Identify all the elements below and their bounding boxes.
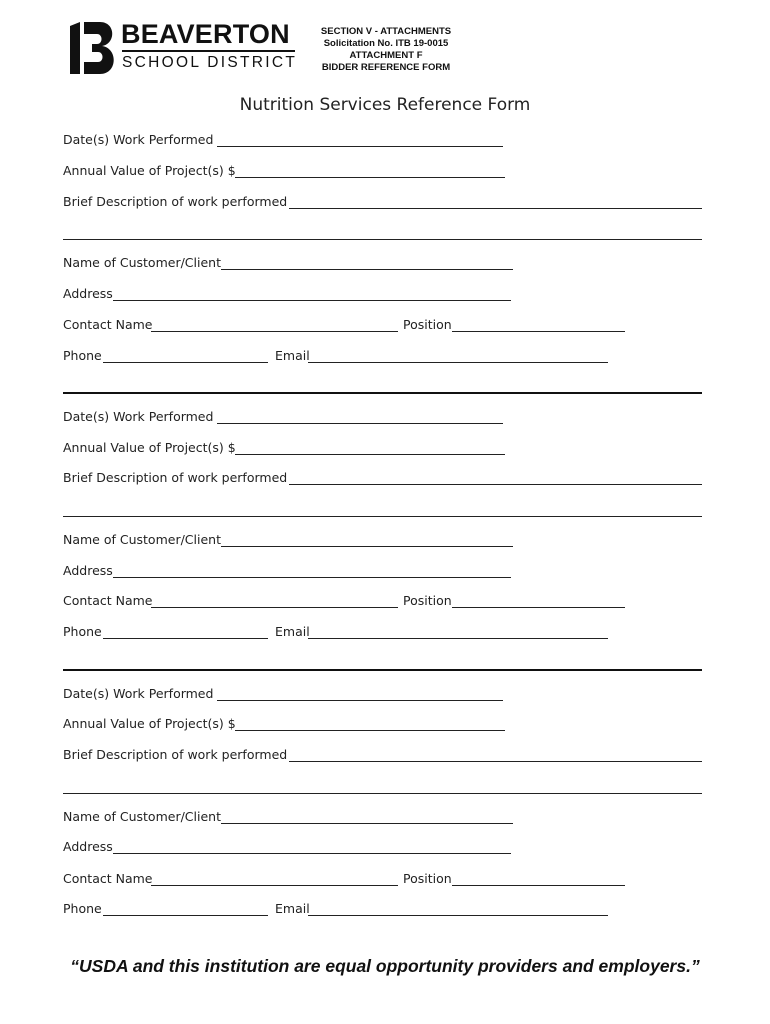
dates-row	[63, 686, 513, 704]
brief-field[interactable]	[289, 484, 702, 485]
header-info	[306, 26, 466, 74]
annual-label: Annual Value of Project(s) $	[63, 716, 236, 731]
brief-field[interactable]	[289, 208, 702, 209]
position-label: Position	[403, 593, 452, 608]
customer-row	[63, 809, 523, 827]
dates-row	[63, 132, 513, 150]
address-row	[63, 563, 523, 581]
address-field[interactable]	[113, 577, 511, 578]
dates-label: Date(s) Work Performed	[63, 686, 214, 701]
phone-row	[63, 348, 623, 366]
brief-label: Brief Description of work performed	[63, 194, 288, 209]
customer-row	[63, 532, 523, 550]
contact-label: Contact Name	[63, 871, 153, 886]
brief-field-continued[interactable]	[63, 516, 702, 517]
email-field[interactable]	[308, 638, 608, 639]
email-label: Email	[275, 348, 310, 363]
customer-label: Name of Customer/Client	[63, 532, 221, 547]
beaverton-logo	[70, 19, 300, 74]
annual-field[interactable]	[235, 454, 505, 455]
solicitation-label: Solicitation No. ITB 19-0015	[323, 38, 449, 49]
phone-row	[63, 624, 623, 642]
position-label: Position	[403, 871, 452, 886]
section-divider	[63, 669, 702, 671]
brief-label: Brief Description of work performed	[63, 470, 288, 485]
section-divider	[63, 392, 702, 394]
brief-field-continued[interactable]	[63, 793, 702, 794]
dates-row	[63, 409, 513, 427]
form-name-label: BIDDER REFERENCE FORM	[321, 62, 451, 73]
annual-field[interactable]	[235, 730, 505, 731]
contact-field[interactable]	[151, 607, 398, 608]
email-label: Email	[275, 624, 310, 639]
contact-row	[63, 871, 633, 889]
email-label: Email	[275, 901, 310, 916]
position-label: Position	[403, 317, 452, 332]
dates-field[interactable]	[217, 423, 503, 424]
annual-row	[63, 163, 513, 181]
annual-field[interactable]	[235, 177, 505, 178]
position-field[interactable]	[452, 885, 625, 886]
customer-row	[63, 255, 523, 273]
email-field[interactable]	[308, 362, 608, 363]
phone-row	[63, 901, 623, 919]
contact-row	[63, 317, 633, 335]
phone-label: Phone	[63, 624, 102, 639]
dates-label: Date(s) Work Performed	[63, 409, 214, 424]
phone-label: Phone	[63, 901, 102, 916]
address-row	[63, 286, 523, 304]
address-label: Address	[63, 563, 113, 578]
annual-row	[63, 716, 513, 734]
address-label: Address	[63, 839, 113, 854]
dates-label: Date(s) Work Performed	[63, 132, 214, 147]
dates-field[interactable]	[217, 700, 503, 701]
brief-label: Brief Description of work performed	[63, 747, 288, 762]
address-label: Address	[63, 286, 113, 301]
customer-field[interactable]	[221, 269, 513, 270]
brief-field[interactable]	[289, 761, 702, 762]
phone-field[interactable]	[103, 362, 268, 363]
contact-label: Contact Name	[63, 317, 153, 332]
brief-field-continued[interactable]	[63, 239, 702, 240]
attachment-label: ATTACHMENT F	[349, 50, 423, 61]
logo-subtitle: SCHOOL DISTRICT	[122, 54, 298, 71]
section-label: SECTION V - ATTACHMENTS	[320, 26, 452, 37]
address-row	[63, 839, 523, 857]
customer-label: Name of Customer/Client	[63, 809, 221, 824]
contact-row	[63, 593, 633, 611]
logo-rule	[122, 50, 295, 52]
email-field[interactable]	[308, 915, 608, 916]
annual-label: Annual Value of Project(s) $	[63, 163, 236, 178]
usda-statement: “USDA and this institution are equal opportunity providers and employers.”	[70, 956, 700, 976]
phone-label: Phone	[63, 348, 102, 363]
district-b-logo-icon	[70, 22, 118, 74]
customer-field[interactable]	[221, 546, 513, 547]
contact-field[interactable]	[151, 331, 398, 332]
customer-label: Name of Customer/Client	[63, 255, 221, 270]
brief-row	[63, 747, 703, 765]
dates-field[interactable]	[217, 146, 503, 147]
address-field[interactable]	[113, 300, 511, 301]
annual-row	[63, 440, 513, 458]
position-field[interactable]	[452, 331, 625, 332]
contact-field[interactable]	[151, 885, 398, 886]
brief-row	[63, 194, 703, 212]
phone-field[interactable]	[103, 915, 268, 916]
page-title: Nutrition Services Reference Form	[239, 95, 531, 115]
brief-row	[63, 470, 703, 488]
customer-field[interactable]	[221, 823, 513, 824]
address-field[interactable]	[113, 853, 511, 854]
phone-field[interactable]	[103, 638, 268, 639]
annual-label: Annual Value of Project(s) $	[63, 440, 236, 455]
contact-label: Contact Name	[63, 593, 153, 608]
logo-name: BEAVERTON	[121, 19, 290, 49]
position-field[interactable]	[452, 607, 625, 608]
